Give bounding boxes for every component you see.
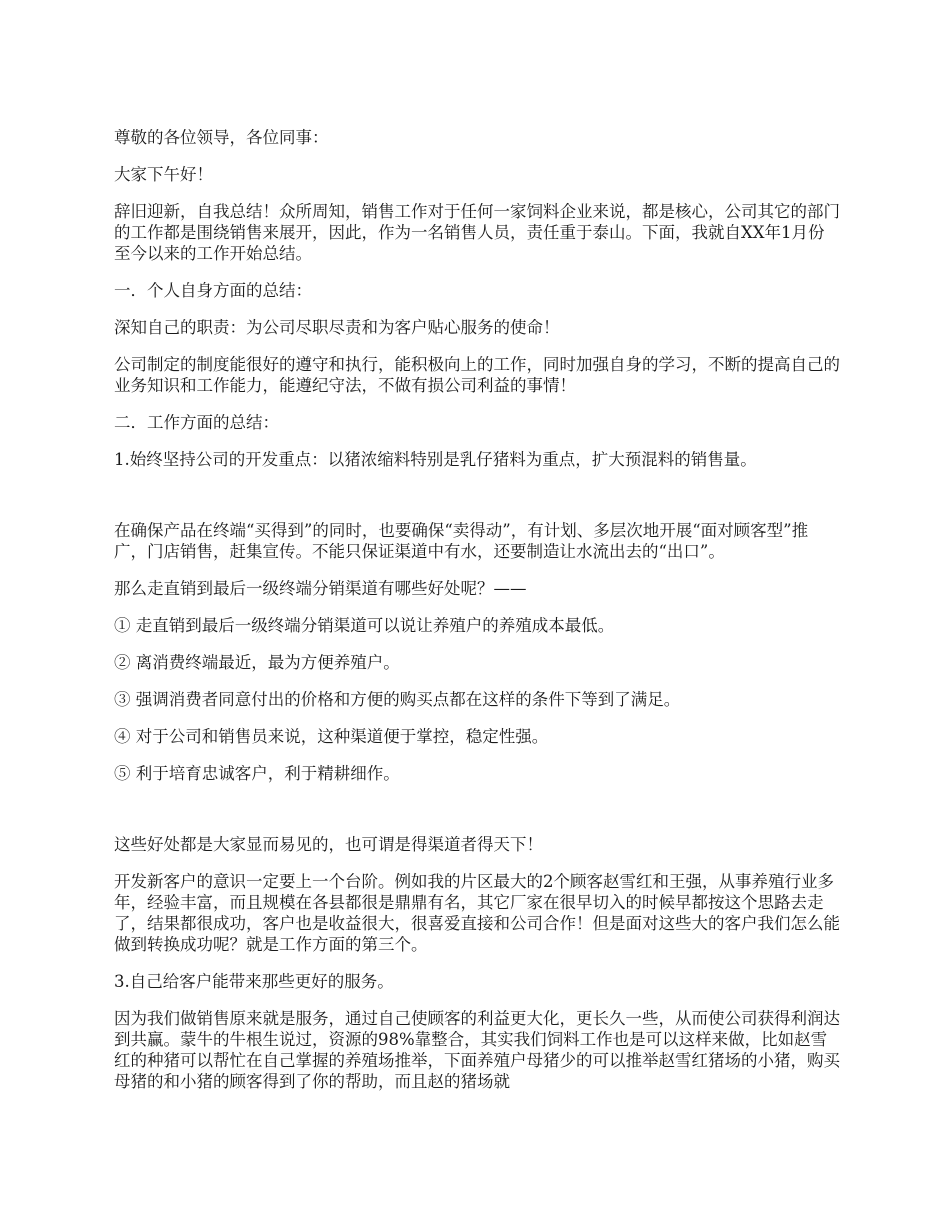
intro-paragraph: 辞旧迎新，自我总结！众所周知，销售工作对于任何一家饲料企业来说，都是核心，公司其它的部门的工作都是围绕销售来展开，因此，作为一名销售人员，责任重于泰山。下面，我就自XX年1月份至今以来的工作开始总结。 bbox=[114, 202, 840, 263]
section-heading-personal: 一．个人自身方面的总结： bbox=[114, 281, 312, 300]
salutation: 尊敬的各位领导，各位同事： bbox=[114, 128, 329, 147]
benefit-item: ③ 强调消费者同意付出的价格和方便的购买点都在这样的条件下等到了满足。 bbox=[114, 690, 681, 709]
work-point-3: 3.自己给客户能带来那些更好的服务。 bbox=[114, 972, 394, 991]
spacer bbox=[114, 800, 840, 834]
spacer bbox=[114, 486, 840, 520]
paragraph-duty: 深知自己的职责：为公司尽职尽责和为客户贴心服务的使命！ bbox=[114, 318, 560, 337]
paragraph-rules: 公司制定的制度能很好的遵守和执行，能积极向上的工作，同时加强自身的学习，不断的提高自己的业务知识和工作能力，能遵纪守法，不做有损公司利益的事情！ bbox=[114, 355, 840, 395]
benefit-item: ④ 对于公司和销售员来说，这种渠道便于掌控，稳定性强。 bbox=[114, 727, 549, 746]
greeting: 大家下午好！ bbox=[114, 165, 213, 184]
document-body bbox=[114, 127, 840, 1108]
paragraph-new-clients: 开发新客户的意识一定要上一个台阶。例如我的片区最大的2个顾客赵雪红和王强，从事养殖行业多年，经验丰富，而且规模在各县都很是鼎鼎有名，其它厂家在很早切入的时候早都按这个思路去走了，结果都很成功，客户也是收益很大，很喜爱直接和公司合作！但是面对这些大的客户我们怎么能做到转换成功呢？就是工作方面的第三个。 bbox=[114, 872, 840, 954]
section-heading-work: 二．工作方面的总结： bbox=[114, 413, 279, 432]
question-benefits: 那么走直销到最后一级终端分销渠道有哪些好处呢？—— bbox=[114, 579, 527, 598]
benefit-item: ② 离消费终端最近，最为方便养殖户。 bbox=[114, 653, 400, 672]
paragraph-service: 因为我们做销售原来就是服务，通过自己使顾客的利益更大化，更长久一些，从而使公司获得利润达到共赢。蒙牛的牛根生说过，资源的98%靠整合，其实我们饲料工作也是可以这样来做，比如赵雪红的种猪可以帮忙在自己掌握的养殖场推举，下面养殖户母猪少的可以推举赵雪红猪场的小猪，购买母猪的和小猪的顾客得到了你的帮助，而且赵的猪场就 bbox=[114, 1009, 840, 1091]
paragraph-terminal: 在确保产品在终端“买得到”的同时，也要确保“卖得动”，有计划、多层次地开展“面对顾客型”推广，门店销售，赶集宣传。不能只保证渠道中有水，还要制造让水流出去的“出口”。 bbox=[114, 521, 809, 561]
benefit-item: ① 走直销到最后一级终端分销渠道可以说让养殖户的养殖成本最低。 bbox=[114, 616, 615, 635]
benefit-item: ⑤ 利于培育忠诚客户，利于精耕细作。 bbox=[114, 764, 400, 783]
work-point-1: 1.始终坚持公司的开发重点：以猪浓缩料特别是乳仔猪料为重点，扩大预混料的销售量。 bbox=[114, 450, 757, 469]
paragraph-conclusion: 这些好处都是大家显而易见的，也可谓是得渠道者得天下！ bbox=[114, 835, 543, 854]
